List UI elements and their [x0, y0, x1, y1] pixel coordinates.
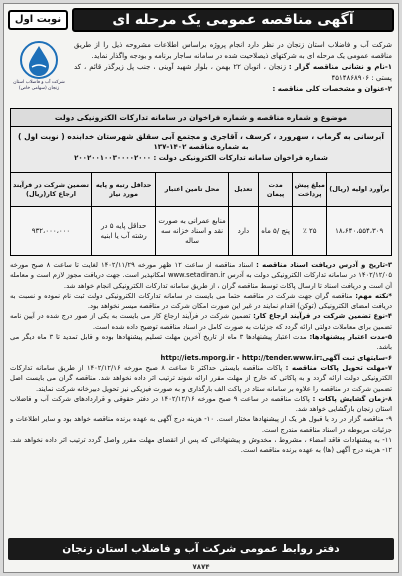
table-title: موضوع و شماره مناقصه و شماره فراخوان در سامانه تدارکات الکترونیکی دولت [11, 109, 391, 127]
water-drop-logo-icon [19, 40, 59, 80]
column-header: تعدیل [229, 173, 258, 207]
condition-label: ۵-مدت اعتبار پیشنهادها: [309, 333, 392, 342]
column-prepayment [292, 173, 326, 255]
tenderer-label: ۱-نام و نشانی مناقصه گزار : [288, 63, 393, 71]
condition-item [10, 414, 392, 435]
column-header: تضمین شرکت در فرآیند ارجاع کار(ریال) [11, 173, 91, 207]
page-title: آگهی مناقصه عمومی یک مرحله ای [72, 8, 394, 32]
condition-text: ۱۱- به پیشنهادات فاقد امضاء ، مشروط ، مخدوش و پیشنهاداتی که پس از انقضای مهلت مقرر واصل گردد ترتیب اثر داده نخواهد شد. ۱۲- هزینه درج آگهی (ها) به عهده برنده مناقصه است. [10, 436, 392, 455]
column-funding [155, 173, 227, 255]
header [4, 4, 398, 38]
tender-number: به شماره مناقصه ۱۴۰۲-۱۳۷ [153, 143, 249, 151]
intro-paragraph: شرکت آب و فاضلاب استان زنجان در نظر دارد انجام پروژه براساس اطلاعات مشروحه ذیل را از طریق مناقصه عمومی یک مرحله ای به شرکتهای ذیصلاحیت شده در سامانه ساجار برنامه و بودجه واگذار نماید. [74, 41, 392, 60]
condition-text: مدت اعتبار پیشنهادها ۳ ماه از تاریخ آخرین مهلت تسلیم پیشنهادها بوده و قابل تمدید تا ۳ ماه دیگر می باشد. [10, 333, 392, 352]
condition-text: اسناد مناقصه از ساعت ۱۲ ظهر مورخه ۱۴۰۲/۱۱/۲۹ لغایت تا ساعت ۸ صبح مورخه ۱۴۰۲/۱۲/۰۵ در سامانه تدارکات الکترونیکی دولت به آدرس www.setadiran.ir امکانپذیر است. جهت دریافت مجوز لازم است و معامله آن است و دریافت اسناد تا ارسال پاکات توسط مناقصه گران ، از طریق سامانه تدارکات الکترونیکی انجام خواهد شد. [10, 261, 392, 290]
condition-item [10, 394, 392, 415]
tender-conditions [10, 260, 392, 538]
round-badge: نوبت اول [8, 10, 68, 30]
tenderer-info [74, 62, 392, 84]
condition-text[interactable]: http://iets.mporg.ir - http://tender.www.ir [158, 353, 320, 362]
condition-text: ۹- مناقصه گزار در رد یا قبول هر یک از پیشنهادها مختار است. ۱۰- هزینه درج آگهی به عهده برنده مناقصه خواهد بود و سایر اطلاعات و جزئیات مربوطه در اسناد مناقصه مندرج است. [10, 415, 392, 434]
column-estimate [326, 173, 391, 255]
condition-text: مناقصه گران جهت شرکت در مناقصه حتما می بایست در سامانه تدارکات الکترونیکی دولت ثبت نام نموده و نسبت به دریافت امضای الکترونیکی (توکن) اقدام نمایند در غیر این صورت امکان شرکت در مناقصه میسر نخواهد بود. [10, 291, 392, 311]
table-description [11, 127, 391, 173]
column-header: محل تامین اعتبار [156, 173, 227, 207]
column-header: حداقل رتبه و پایه مورد نیاز [92, 173, 156, 207]
condition-label: ۴-نوع تضمین شرکت در فرآیند ارجاع کار: [253, 312, 392, 321]
condition-item [10, 260, 392, 291]
condition-text: تضمین شرکت در فرآیند ارجاع کار می بایست به یکی از صور درج شده در آیین نامه تضمین برای معاملات دولتی ارائه گردد که جزئیات به صورت کامل در اسناد مناقصه توضیح داده شده است. [10, 312, 392, 331]
condition-item [10, 435, 392, 456]
project-title: آبرسانی به گرماب ، سهرورد ، کرسف ، آقاجری و مجتمع آبی سقلق شهرستان خدابنده ( نوبت اول ) [18, 132, 384, 141]
table-cell: پنج /۵ ماه [259, 207, 292, 255]
table-cell: حداقل پایه ۵ در رشته آب یا ابنیه [92, 207, 156, 255]
condition-label: ۶-سایتهای ثبت آگهی: [319, 353, 392, 362]
condition-item [10, 353, 392, 363]
logo-org-name: شرکت آب و فاضلاب استان زنجان (سهامی خاص) [13, 80, 65, 91]
table-grid [11, 173, 391, 255]
column-header: برآورد اولیه (ریال) [327, 173, 391, 207]
condition-text: پاکات مناقصه در ساعت ۹ صبح مورخه ۱۴۰۲/۱۲/۱۶ در دفتر حقوقی و قراردادهای شرکت آب و فاضلاب استان زنجان بازگشایی خواهد شد. [10, 394, 392, 414]
table-cell: ۱۸،۶۴۰،۵۵۴،۳۰۹ [327, 207, 391, 255]
condition-label: ۷-مهلت تحویل پاکات مناقصه : [285, 363, 392, 372]
column-rank [91, 173, 156, 255]
notice-code: ۷۸۷۴ [192, 563, 210, 571]
column-adjustment [228, 173, 258, 255]
column-header: مدت پیمان [259, 173, 292, 207]
column-duration [258, 173, 292, 255]
call-number: شماره فراخوان سامانه تدارکات الکترونیکی دولت : ۲۰۰۲۰۰۱۰۰۳۰۰۰۰۲۰۰۰ [74, 154, 328, 162]
condition-item [10, 363, 392, 394]
table-cell: دارد [229, 207, 258, 255]
column-header: مبلغ پیش پرداخت [293, 173, 326, 207]
footer-public-relations: دفتر روابط عمومی شرکت آب و فاضلاب استان زنجان [8, 538, 394, 560]
condition-item [10, 311, 392, 332]
table-cell: ۲۵ ٪ [293, 207, 326, 255]
organization-logo [10, 40, 68, 102]
general-spec-label: ۲-عنوان و مشخصات کلی مناقصه : [272, 85, 392, 93]
condition-label: *نکته مهم: [355, 291, 392, 300]
condition-text: پاکات مناقصه بایستی حداکثر تا ساعت ۸ صبح مورخه ۱۴۰۲/۱۲/۱۶ از طریق سامانه تدارکات الکترونیکی دولت ارائه گردد و به پاکاتی که خارج از مهلت مقرر ارائه شوند ترتیب اثر داده نخواهد شد. مناقصه گران می بایست اصل تضمین شرکت در مناقصه را علاوه بر سامانه ستاد در پاکت الف بارگذاری و به صورت فیزیکی نیز تحویل دبیرخانه شرکت نمایند. [10, 363, 392, 393]
tenderer-address: زنجان ، اتوبان ۲۲ بهمن ، بلوار شهید آوینی ، جنب پل زیرگذر قائم ، کد پستی : ۴۵۱۴۸۶۸۹۰۶ [74, 63, 392, 82]
column-guarantee [11, 173, 91, 255]
table-cell: منابع عمرانی به صورت نقد و اسناد خزانه سه ساله [156, 207, 227, 255]
condition-item [10, 332, 392, 353]
tender-notice-page [3, 3, 399, 573]
tender-table [10, 108, 392, 256]
table-cell: ۹۳۲،۰۰۰،۰۰۰ [11, 207, 91, 255]
condition-label: ۸-زمان گشایش پاکات : [312, 394, 392, 403]
condition-label: ۳-تاریخ و آدرس دریافت اسناد مناقصه : [256, 261, 392, 269]
intro-section [74, 40, 392, 95]
condition-item [10, 291, 392, 312]
